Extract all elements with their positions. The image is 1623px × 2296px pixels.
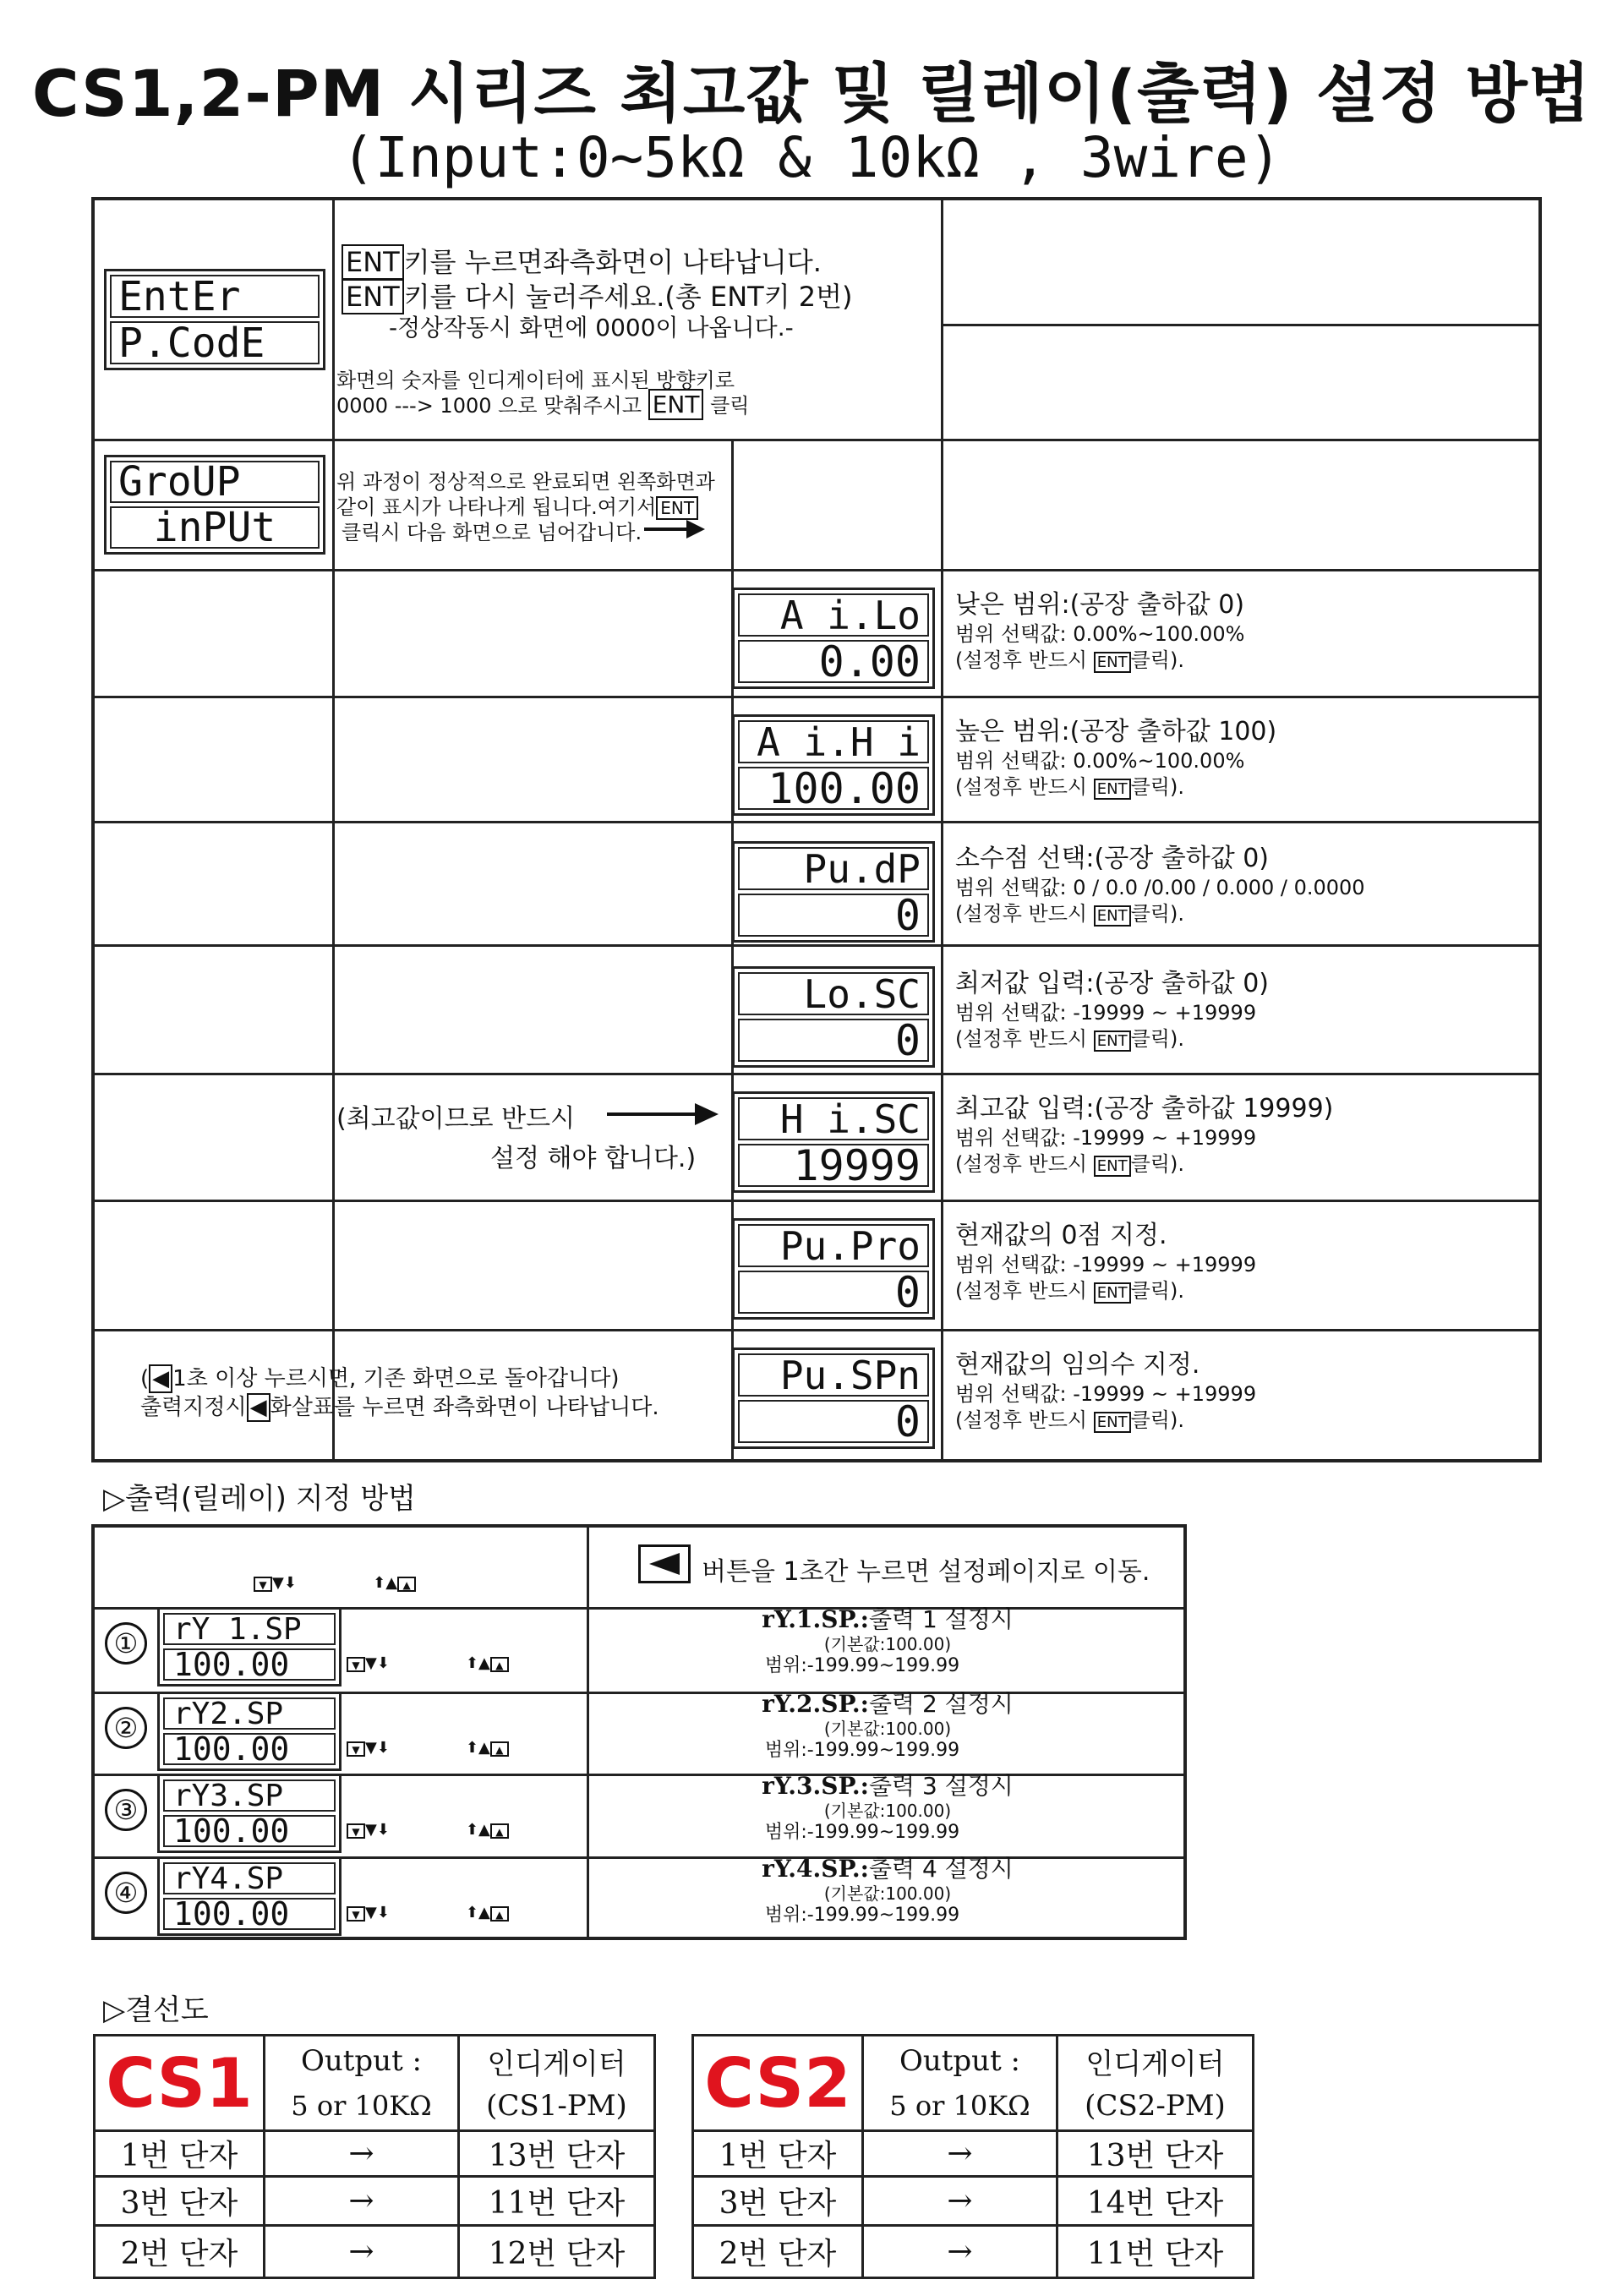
wire-arrow: →: [348, 2184, 374, 2218]
terminal-from: 1번 단자: [120, 2139, 238, 2173]
lcd-line-top: EntEr: [110, 275, 320, 318]
left-triangle-button-icon: ◀: [247, 1393, 270, 1422]
lcd-display-relay: [157, 1856, 342, 1936]
relay-title: 출력 1 설정시: [868, 1605, 1014, 1633]
step1-line2: ENT 키를 다시 눌러주세요.(총 ENT키 2번): [342, 276, 853, 314]
relay-title: 출력 3 설정시: [868, 1772, 1014, 1800]
ent-key-label: ENT: [1094, 1030, 1131, 1052]
relay-arrow-keys: ▼ ▼⬇ ⬆▲ ▲: [347, 1904, 509, 1922]
indicator-model: (CS1-PM): [486, 2089, 627, 2123]
relay-row-number: ②: [105, 1707, 147, 1749]
relay-arrow-keys: ▼ ▼⬇ ⬆▲ ▲: [347, 1739, 509, 1757]
relay-header-text: 버튼을 1초간 누르면 설정페이지로 이동.: [702, 1557, 1150, 1587]
param-title: 낮은 범위:(공장 출하값 0): [955, 590, 1245, 620]
lcd-line-bottom: 100.00: [163, 1898, 336, 1930]
output-header: Output :: [300, 2044, 423, 2078]
lcd-line-bottom: 100.00: [163, 1648, 336, 1681]
hisc-note-line2: 설정 해야 합니다.): [490, 1144, 697, 1173]
lcd-display-param: [732, 966, 935, 1068]
param-title: 최고값 입력:(공장 출하값 19999): [955, 1094, 1334, 1123]
relay-description: [592, 1855, 1183, 1927]
param-description: [955, 1349, 1256, 1436]
hisc-note-line1: (최고값이므로 반드시: [336, 1104, 576, 1134]
relay-description: [592, 1605, 1183, 1678]
param-range: 범위 선택값: -19999 ~ +19999: [955, 1001, 1257, 1025]
lcd-line-top: GroUP: [110, 461, 320, 503]
terminal-to: 13번 단자: [488, 2139, 626, 2173]
lcd-display-group-input: [104, 455, 325, 555]
relay-description: [592, 1772, 1183, 1845]
lcd-line-top: A i.Lo: [738, 593, 929, 637]
up-arrow-icon: ▲: [490, 1906, 509, 1922]
up-arrow-icon: ▲: [490, 1823, 509, 1839]
lcd-display-relay: [157, 1607, 342, 1686]
wire-arrow: →: [348, 2234, 374, 2269]
relay-code: rY.2.SP.:: [762, 1690, 869, 1718]
param-title: 최저값 입력:(공장 출하값 0): [955, 969, 1270, 998]
terminal-to: 14번 단자: [1086, 2186, 1224, 2221]
param-title: 현재값의 임의수 지정.: [955, 1350, 1200, 1380]
relay-row-number: ④: [105, 1872, 147, 1914]
ent-key-label: ENT: [342, 279, 404, 314]
param-note: (설정후 반드시 ENT 클릭).: [955, 648, 1184, 672]
lcd-display-relay: [157, 1774, 342, 1853]
param-title: 현재값의 0점 지정.: [955, 1221, 1167, 1250]
down-arrow-icon: ▼: [254, 1577, 272, 1592]
lcd-line-top: rY2.SP: [163, 1697, 336, 1730]
indicator-header: 인디게이터: [487, 2047, 626, 2081]
wiring-table: [93, 2034, 656, 2279]
lcd-line-bottom: 19999: [738, 1144, 929, 1187]
ent-key-label: ENT: [648, 389, 704, 420]
indicator-model: (CS2-PM): [1085, 2089, 1226, 2123]
lcd-display-relay: [157, 1692, 342, 1771]
terminal-to: 11번 단자: [488, 2186, 626, 2221]
lcd-line-bottom: P.CodE: [110, 321, 320, 364]
down-arrow-icon: ▼: [347, 1657, 365, 1672]
relay-default: (기본값:100.00): [823, 1801, 952, 1821]
lcd-line-bottom: 100.00: [163, 1733, 336, 1765]
terminal-to: 13번 단자: [1086, 2139, 1224, 2173]
relay-section-heading: ▷출력(릴레이) 지정 방법: [103, 1482, 416, 1516]
ent-key-label: ENT: [1094, 652, 1131, 673]
param-note: (설정후 반드시 ENT 클릭).: [955, 902, 1184, 926]
lcd-line-bottom: 0.00: [738, 640, 929, 683]
relay-arrow-keys: ▼ ▼⬇ ⬆▲ ▲: [347, 1654, 509, 1672]
lcd-display-param: [732, 1348, 935, 1449]
lcd-display-param: [732, 588, 935, 689]
back-note-line2: 출력지정시 ◀ 화살표를 누르면 좌측화면이 나타납니다.: [140, 1395, 659, 1420]
down-arrow-icon: ▼: [347, 1823, 365, 1839]
relay-range: 범위:-199.99~199.99: [764, 1740, 960, 1761]
relay-code: rY.3.SP.:: [762, 1772, 869, 1800]
left-triangle-button-icon: ◀: [149, 1364, 172, 1393]
relay-title: 출력 4 설정시: [868, 1855, 1014, 1883]
terminal-to: 12번 단자: [488, 2237, 626, 2271]
relay-description: [592, 1690, 1183, 1763]
param-note: (설정후 반드시 ENT 클릭).: [955, 775, 1184, 799]
wiring-table: [691, 2034, 1254, 2279]
terminal-from: 2번 단자: [120, 2237, 238, 2271]
lcd-line-bottom: 0: [738, 894, 929, 937]
wire-arrow: →: [947, 2136, 973, 2171]
down-arrow-icon: ▼: [347, 1741, 365, 1757]
ent-key-label: ENT: [656, 496, 698, 520]
lcd-line-top: Pu.Pro: [738, 1224, 929, 1267]
param-description: [955, 968, 1269, 1055]
step1-line3: -정상작동시 화면에 0000이 나옵니다.-: [389, 314, 794, 342]
relay-row-number: ①: [105, 1622, 147, 1665]
back-note-line1: ( ◀ 1초 이상 누르시면, 기존 화면으로 돌아갑니다): [140, 1366, 620, 1391]
brand-label: CS1: [106, 2043, 253, 2123]
relay-default: (기본값:100.00): [823, 1883, 952, 1904]
relay-row-number: ③: [105, 1789, 147, 1831]
ent-key-label: ENT: [1094, 1412, 1131, 1433]
lcd-line-bottom: 100.00: [163, 1815, 336, 1847]
lcd-line-top: Pu.dP: [738, 847, 929, 890]
terminal-to: 11번 단자: [1086, 2237, 1224, 2271]
param-range: 범위 선택값: 0.00%~100.00%: [955, 622, 1245, 646]
lcd-line-top: H i.SC: [738, 1097, 929, 1140]
lcd-line-bottom: 0: [738, 1400, 929, 1443]
lcd-line-top: rY3.SP: [163, 1779, 336, 1812]
param-range: 범위 선택값: 0 / 0.0 /0.00 / 0.000 / 0.0000: [955, 876, 1365, 899]
lcd-line-bottom: 0: [738, 1019, 929, 1062]
step2-line2: 같이 표시가 나타나게 됩니다.여기서 ENT: [336, 490, 698, 520]
lcd-line-bottom: 0: [738, 1271, 929, 1314]
relay-arrow-keys: ▼ ▼⬇ ⬆▲ ▲: [347, 1821, 509, 1839]
right-arrow-icon: [607, 1102, 719, 1127]
ent-key-label: ENT: [1094, 1156, 1131, 1177]
step1-line1: ENT 키를 누르면좌측화면이 나타납니다.: [342, 241, 822, 280]
lcd-line-top: Lo.SC: [738, 972, 929, 1015]
step1-line5: 0000 ---> 1000 으로 맞춰주시고 ENT 클릭: [336, 391, 750, 418]
param-description: [955, 1093, 1333, 1180]
lcd-line-top: rY 1.SP: [163, 1613, 336, 1645]
terminal-from: 2번 단자: [719, 2237, 837, 2271]
param-note: (설정후 반드시 ENT 클릭).: [955, 1279, 1184, 1303]
step1-line4: 화면의 숫자를 인디게이터에 표시된 방향키로: [336, 369, 735, 392]
lcd-display-param: [732, 1218, 935, 1320]
wiring-section-heading: ▷결선도: [103, 1993, 209, 2027]
lcd-display-param: [732, 841, 935, 943]
param-title: 소수점 선택:(공장 출하값 0): [955, 844, 1270, 873]
param-range: 범위 선택값: -19999 ~ +19999: [955, 1126, 1257, 1150]
wire-arrow: →: [947, 2234, 973, 2269]
output-value: 5 or 10KΩ: [291, 2090, 432, 2122]
wire-arrow: →: [348, 2136, 374, 2171]
relay-header-arrows: ▼ ▼⬇ ⬆▲ ▲: [254, 1574, 416, 1592]
step2-line1: 위 과정이 정상적으로 완료되면 왼쪽화면과: [336, 470, 715, 494]
param-title: 높은 범위:(공장 출하값 100): [955, 717, 1277, 746]
up-arrow-icon: ▲: [490, 1657, 509, 1672]
param-note: (설정후 반드시 ENT 클릭).: [955, 1152, 1184, 1176]
relay-default: (기본값:100.00): [823, 1719, 952, 1739]
lcd-line-bottom: inPUt: [110, 506, 320, 549]
brand-label: CS2: [704, 2043, 851, 2123]
ent-key-label: ENT: [1094, 1282, 1131, 1304]
step2-line3: 클릭시 다음 화면으로 넘어갑니다.: [342, 521, 642, 544]
ent-key-label: ENT: [1094, 779, 1131, 800]
wire-arrow: →: [947, 2184, 973, 2218]
param-note: (설정후 반드시 ENT 클릭).: [955, 1408, 1184, 1432]
param-note: (설정후 반드시 ENT 클릭).: [955, 1027, 1184, 1051]
relay-range: 범위:-199.99~199.99: [764, 1655, 960, 1676]
page-title: CS1,2-PM 시리즈 최고값 및 릴레이(출력) 설정 방법: [31, 56, 1592, 131]
param-range: 범위 선택값: -19999 ~ +19999: [955, 1253, 1257, 1276]
relay-default: (기본값:100.00): [823, 1634, 952, 1654]
terminal-from: 3번 단자: [719, 2186, 837, 2221]
lcd-display-param: [732, 1091, 935, 1193]
param-range: 범위 선택값: 0.00%~100.00%: [955, 749, 1245, 773]
indicator-header: 인디게이터: [1085, 2047, 1225, 2081]
lcd-line-top: rY4.SP: [163, 1862, 336, 1894]
terminal-from: 1번 단자: [719, 2139, 837, 2173]
param-description: [955, 843, 1365, 930]
param-range: 범위 선택값: -19999 ~ +19999: [955, 1382, 1257, 1406]
lcd-line-top: Pu.SPn: [738, 1353, 929, 1397]
lcd-line-top: A i.H i: [738, 720, 929, 763]
ent-key-label: ENT: [1094, 905, 1131, 927]
relay-code: rY.1.SP.:: [762, 1605, 869, 1633]
left-triangle-button-icon: [638, 1544, 691, 1583]
param-description: [955, 589, 1244, 676]
right-arrow-icon: [644, 518, 705, 540]
terminal-from: 3번 단자: [120, 2186, 238, 2221]
page-subtitle: (Input:0~5kΩ & 10kΩ , 3wire): [341, 125, 1282, 190]
relay-range: 범위:-199.99~199.99: [764, 1822, 960, 1843]
lcd-display-enter-pcode: [104, 269, 325, 370]
relay-code: rY.4.SP.:: [762, 1855, 869, 1883]
relay-title: 출력 2 설정시: [868, 1690, 1014, 1718]
lcd-line-bottom: 100.00: [738, 767, 929, 810]
output-value: 5 or 10KΩ: [889, 2090, 1030, 2122]
down-arrow-icon: ▼: [347, 1906, 365, 1922]
param-description: [955, 716, 1276, 803]
relay-range: 범위:-199.99~199.99: [764, 1905, 960, 1926]
up-arrow-icon: ▲: [490, 1741, 509, 1757]
output-header: Output :: [899, 2044, 1021, 2078]
up-arrow-icon: ▲: [397, 1577, 416, 1592]
ent-key-label: ENT: [342, 244, 404, 280]
param-description: [955, 1220, 1256, 1307]
lcd-display-param: [732, 714, 935, 816]
